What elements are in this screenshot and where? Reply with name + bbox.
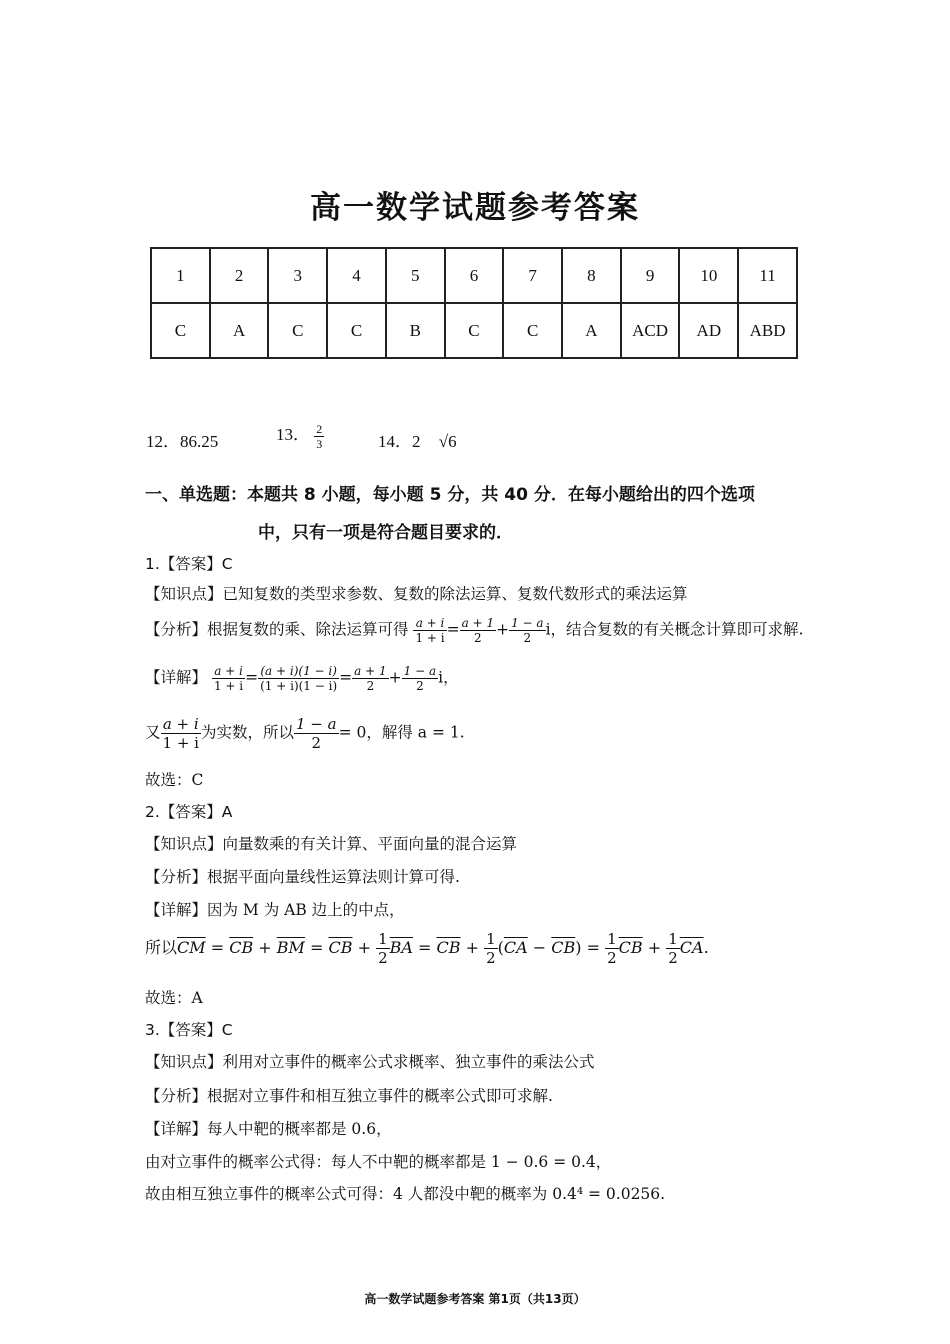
q1-knowledge: 【知识点】已知复数的类型求参数、复数的除法运算、复数代数形式的乘法运算 bbox=[145, 585, 688, 603]
page-footer: 高一数学试题参考答案 第1页（共13页） bbox=[364, 1292, 586, 1306]
q2-detail: 【详解】因为 M 为 AB 边上的中点， bbox=[145, 901, 405, 919]
answer-cell: C bbox=[268, 303, 327, 358]
fill-in-q14 bbox=[378, 427, 457, 452]
question-number: 2 bbox=[210, 248, 269, 303]
q2-knowledge: 【知识点】向量数乘的有关计算、平面向量的混合运算 bbox=[145, 835, 518, 853]
question-number: 3 bbox=[268, 248, 327, 303]
answer-table bbox=[150, 247, 798, 359]
answer-cell: A bbox=[562, 303, 621, 358]
answer-cell: C bbox=[445, 303, 504, 358]
q3-knowledge: 【知识点】利用对立事件的概率公式求概率、独立事件的乘法公式 bbox=[145, 1053, 595, 1071]
q3-analysis: 【分析】根据对立事件和相互独立事件的概率公式即可求解. bbox=[145, 1087, 553, 1105]
q13-label: 13． bbox=[276, 425, 310, 444]
q1-answer: 1.【答案】C bbox=[145, 555, 233, 573]
answer-cell: AD bbox=[679, 303, 738, 358]
section-heading-line2: 中，只有一项是符合题目要求的． bbox=[258, 523, 513, 543]
answer-table-number-row bbox=[151, 248, 797, 303]
section-heading-line1: 一、单选题：本题共 8 小题，每小题 5 分，共 40 分．在每小题给出的四个选项 bbox=[145, 485, 755, 505]
q3-result: 故由相互独立事件的概率公式可得：4 人都没中靶的概率为 0.4⁴ = 0.0256. bbox=[145, 1185, 666, 1203]
q3-detail: 【详解】每人中靶的概率都是 0.6， bbox=[145, 1120, 392, 1138]
answer-cell: C bbox=[327, 303, 386, 358]
question-number: 6 bbox=[445, 248, 504, 303]
q1-also: 又 $\frac{a + i}{1 + i}$ 为实数，所以 $\frac{1 - a}{2}$ = 0，解得 a = 1. bbox=[145, 715, 465, 752]
q3-answer: 3.【答案】C bbox=[145, 1021, 233, 1039]
q14-root: √6 bbox=[438, 432, 457, 451]
question-number: 8 bbox=[562, 248, 621, 303]
question-number: 11 bbox=[738, 248, 797, 303]
answer-cell: B bbox=[386, 303, 445, 358]
q13-fraction: $\frac{2}{3}$ bbox=[316, 421, 323, 451]
question-number: 7 bbox=[503, 248, 562, 303]
q2-vector-equation: 所以$\overline{CM} = \overline{CB} + \overline{BM} = \overline{CB}$ + $\frac{1}{2}$ $\overline{BA} = \overline{CB}$ + $\frac{1}{2}$ $(\overline{CA} - \overline{CB})$ = $\frac{1}{2}$ $\overline{CB}$ + $\frac{1}{2}$ $\overline{CA}$. bbox=[145, 930, 709, 967]
answer-cell: ABD bbox=[738, 303, 797, 358]
q1-analysis: 【分析】根据复数的乘、除法运算可得 $\frac{a + i}{1 + i}$ = $\frac{a + 1}{2}$ + $\frac{1 - a}{2}$ i，结合复数的有关概念计算即可求解. bbox=[145, 616, 804, 645]
q2-choose: 故选：A bbox=[145, 989, 203, 1007]
answer-cell: ACD bbox=[621, 303, 680, 358]
answer-cell: A bbox=[210, 303, 269, 358]
q14-label: 14．2 bbox=[378, 432, 421, 451]
question-number: 4 bbox=[327, 248, 386, 303]
page-title: 高一数学试题参考答案 bbox=[310, 190, 640, 226]
question-number: 1 bbox=[151, 248, 210, 303]
question-number: 9 bbox=[621, 248, 680, 303]
answer-cell: C bbox=[151, 303, 210, 358]
answer-cell: C bbox=[503, 303, 562, 358]
question-number: 10 bbox=[679, 248, 738, 303]
question-number: 5 bbox=[386, 248, 445, 303]
q1-choose: 故选：C bbox=[145, 771, 204, 789]
q2-analysis: 【分析】根据平面向量线性运算法则计算可得. bbox=[145, 868, 460, 886]
fill-in-q12: 12．86.25 bbox=[146, 432, 219, 451]
q2-answer: 2.【答案】A bbox=[145, 803, 233, 821]
q3-complement: 由对立事件的概率公式得：每人不中靶的概率都是 1 − 0.6 = 0.4， bbox=[145, 1153, 612, 1171]
answer-table-answer-row bbox=[151, 303, 797, 358]
fill-in-q13 bbox=[276, 420, 324, 451]
q1-detail: 【详解】 $\frac{a + i}{1 + i}$ = $\frac{(a + i)(1 - i)}{(1 + i)(1 - i)}$ = $\frac{a + 1}{2}$ + $\frac{1 - a}{2}$ i， bbox=[145, 664, 459, 693]
